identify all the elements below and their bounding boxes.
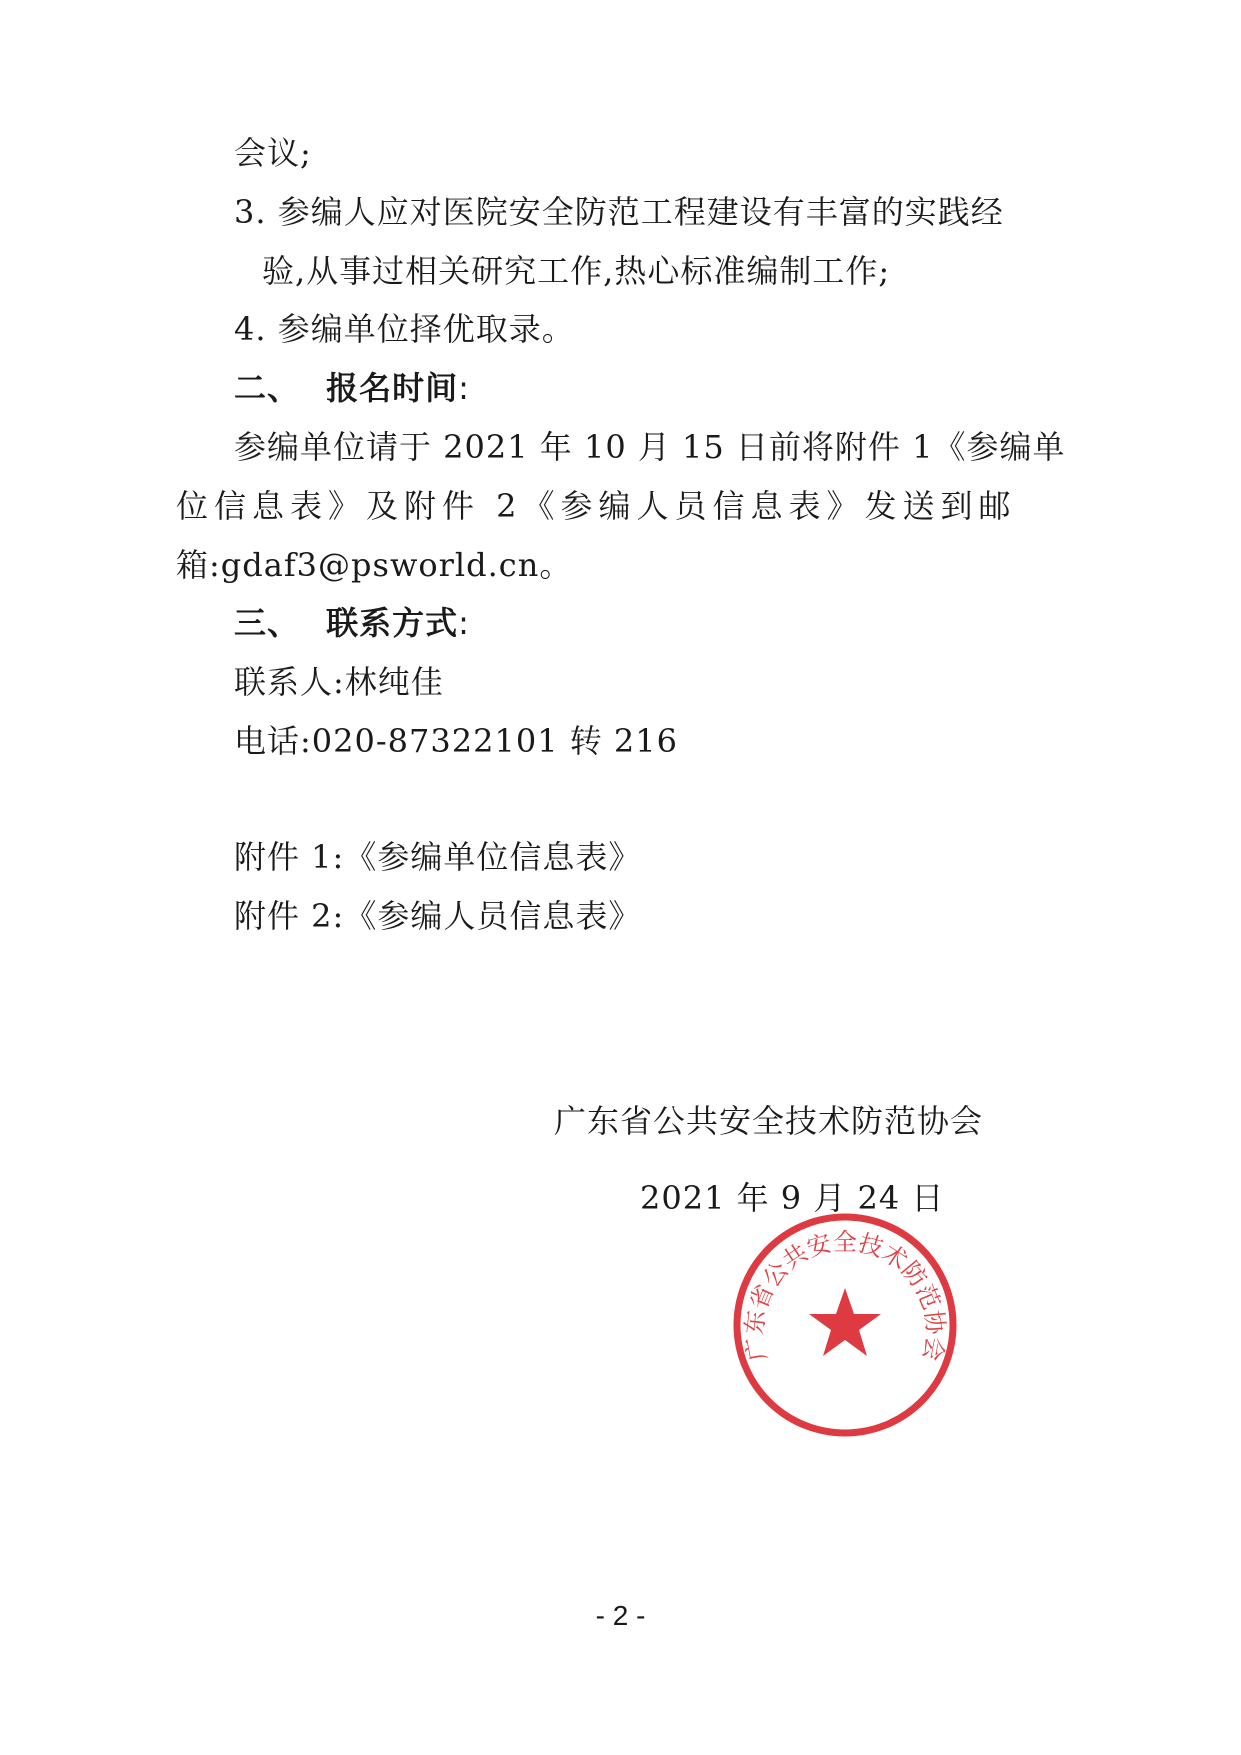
section-3-heading xyxy=(234,603,470,643)
section-3-colon: : xyxy=(458,604,470,642)
section-2-para-line-1: 参编单位请于 2021 年 10 月 15 日前将附件 1《参编单 xyxy=(234,428,1066,466)
section-2-number: 二、 xyxy=(234,369,301,407)
seal-star-icon xyxy=(809,1288,881,1356)
section-3-title: 联系方式 xyxy=(326,604,459,642)
section-3-number: 三、 xyxy=(234,604,301,642)
contact-phone: 电话:020-87322101 转 216 xyxy=(234,722,678,760)
item-3-line-1: 3. 参编人应对医院安全防范工程建设有丰富的实践经 xyxy=(234,193,1004,231)
attachment-2: 附件 2:《参编人员信息表》 xyxy=(234,897,642,935)
section-2-para-line-3: 箱:gdaf3@psworld.cn。 xyxy=(176,546,573,584)
item-3-line-2: 验,从事过相关研究工作,热心标准编制工作; xyxy=(262,252,891,290)
contact-person: 联系人:林纯佳 xyxy=(234,663,444,701)
seal-ring-text: 广东省公共安全技术防范协会 xyxy=(740,1227,950,1364)
section-2-heading xyxy=(234,368,470,408)
official-seal-stamp xyxy=(730,1210,960,1440)
item-4: 4. 参编单位择优取录。 xyxy=(234,310,575,348)
page-number: - 2 - xyxy=(595,1600,646,1631)
section-2-colon: : xyxy=(458,369,470,407)
attachment-1: 附件 1:《参编单位信息表》 xyxy=(234,838,642,876)
signature-organization: 广东省公共安全技术防范协会 xyxy=(554,1102,984,1140)
signature-date: 2021 年 9 月 24 日 xyxy=(640,1179,945,1217)
section-2-title: 报名时间 xyxy=(326,369,459,407)
section-2-para-line-2: 位信息表》及附件 2《参编人员信息表》发送到邮 xyxy=(176,487,1017,525)
line-meeting: 会议; xyxy=(234,134,312,172)
